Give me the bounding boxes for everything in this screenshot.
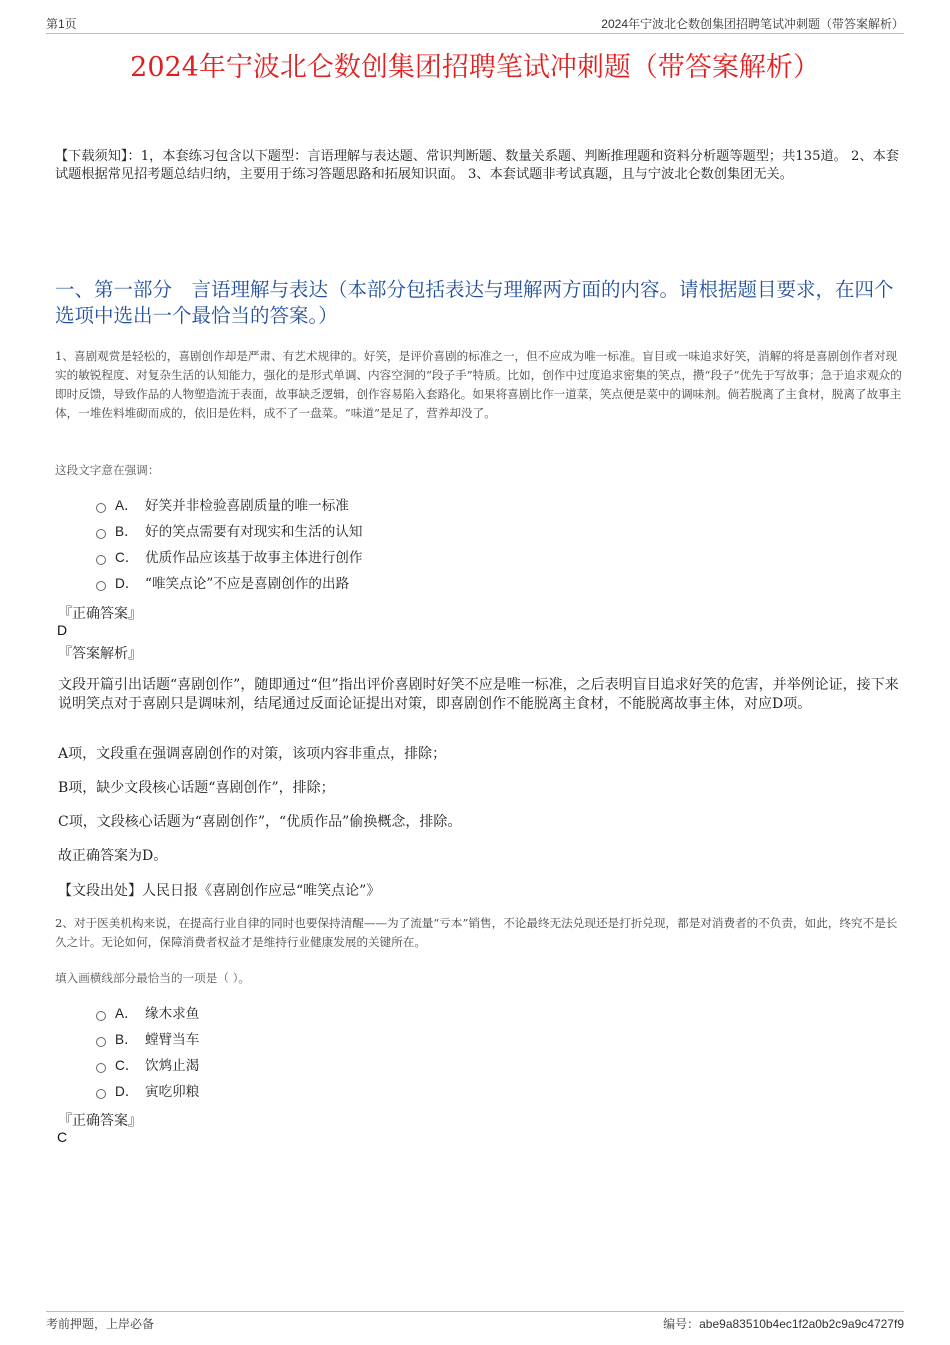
option-text: 螳臂当车 (145, 1032, 200, 1048)
question-1-prompt: 这段文字意在强调： (55, 463, 160, 477)
document-id: 编号：abe9a83510b4ec1f2a0b2c9a9c4727f9 (663, 1317, 904, 1331)
correct-answer: C (57, 1129, 68, 1145)
analysis-paragraph: C项，文段核心话题为“喜剧创作”，“优质作品”偷换概念，排除。 (58, 814, 462, 830)
option-letter: C． (115, 1058, 139, 1073)
correct-answer-label: 『正确答案』 (58, 606, 142, 622)
radio-button[interactable] (96, 1089, 106, 1099)
analysis-paragraph: 故正确答案为D。 (58, 848, 168, 864)
question-1-text: 1、喜剧观赏是轻松的，喜剧创作却是严肃、有艺术规律的。好笑，是评价喜剧的标准之一，但不应成为唯一标准。盲目或一味追求好笑，消解的将是喜剧创作者对现实的敏锐程度、对复杂生活的认知能力，强化的是形式单调、内容空洞的“段子手”特质。比如，创作中过度追求密集的笑点，攒“段子”优先于写故事；急于追求观众的即时反馈，导致作品的人物塑造流于表面，故事缺乏逻辑，创作容易陷入套路化。如果将喜剧比作一道菜，笑点便是菜中的调味剂。倘若脱离了主食材，脱离了故事主体，一堆佐料堆砌而成的，依旧是佐料，成不了一盘菜。“味道”是足了，营养却没了。 (55, 349, 902, 420)
correct-answer: D (57, 622, 68, 638)
option-text: 缘木求鱼 (145, 1006, 200, 1022)
page-number: 第1页 (46, 17, 77, 31)
correct-answer-label: 『正确答案』 (58, 1113, 142, 1129)
download-notice: 【下载须知】：1，本套练习包含以下题型：言语理解与表达题、常识判断题、数量关系题、判断推理题和资料分析题等题型；共135道。 2、本套试题根据常见招考题总结归纳，主要用于练习答题思路和拓展知识面。 3、本套试题非考试真题，且与宁波北仑数创集团无关。 (55, 149, 899, 182)
option-text: 优质作品应该基于故事主体进行创作 (145, 550, 363, 566)
question-2-text: 2、对于医美机构来说，在提高行业自律的同时也要保持清醒——为了流量“亏本”销售，不论最终无法兑现还是打折兑现，都是对消费者的不负责，如此，终究不是长久之计。无论如何，保障消费者权益才是维持行业健康发展的关键所在。 (55, 916, 898, 949)
option-text: 好笑并非检验喜剧质量的唯一标准 (145, 498, 349, 514)
analysis-label: 『答案解析』 (58, 646, 142, 662)
analysis-paragraph: 文段开篇引出话题“喜剧创作”，随即通过“但”指出评价喜剧时好笑不应是唯一标准，之后表明盲目追求好笑的危害，并举例论证，接下来说明笑点对于喜剧只是调味剂，结尾通过反面论证提出对策，即喜剧创作不能脱离主食材，不能脱离故事主体，对应D项。 (58, 677, 899, 712)
option-letter: B． (115, 1032, 138, 1047)
option-text: “唯笑点论”不应是喜剧创作的出路 (145, 576, 350, 592)
option-text: 好的笑点需要有对现实和生活的认知 (145, 524, 363, 540)
option-text: 寅吃卯粮 (145, 1084, 200, 1100)
page-header (46, 15, 904, 34)
page-title: 2024年宁波北仑数创集团招聘笔试冲刺题（带答案解析） (130, 52, 820, 83)
question-2-prompt: 填入画横线部分最恰当的一项是（ ）。 (55, 971, 250, 985)
option-letter: D． (115, 1084, 139, 1099)
radio-button[interactable] (96, 1063, 106, 1073)
option-letter: D． (115, 576, 139, 591)
option-letter: C． (115, 550, 139, 565)
analysis-paragraph: B项，缺少文段核心话题“喜剧创作”，排除； (58, 780, 335, 796)
radio-button[interactable] (96, 529, 106, 539)
radio-button[interactable] (96, 581, 106, 591)
option-letter: B． (115, 524, 138, 539)
option-letter: A． (115, 1006, 138, 1021)
header-doc-title: 2024年宁波北仑数创集团招聘笔试冲刺题（带答案解析） (601, 17, 904, 31)
radio-button[interactable] (96, 1011, 106, 1021)
radio-button[interactable] (96, 1037, 106, 1047)
radio-button[interactable] (96, 555, 106, 565)
text-source: 【文段出处】人民日报《喜剧创作应忌“唯笑点论”》 (58, 883, 381, 899)
radio-button[interactable] (96, 503, 106, 513)
section-heading: 一、第一部分 言语理解与表达（本部分包括表达与理解两方面的内容。请根据题目要求，在四个选项中选出一个最恰当的答案。） (55, 278, 894, 327)
option-letter: A． (115, 498, 138, 513)
analysis-paragraph: A项，文段重在强调喜剧创作的对策，该项内容非重点，排除； (58, 746, 447, 762)
option-text: 饮鸩止渴 (145, 1058, 200, 1074)
footer-slogan: 考前押题，上岸必备 (46, 1317, 155, 1331)
page-footer (46, 1311, 904, 1332)
